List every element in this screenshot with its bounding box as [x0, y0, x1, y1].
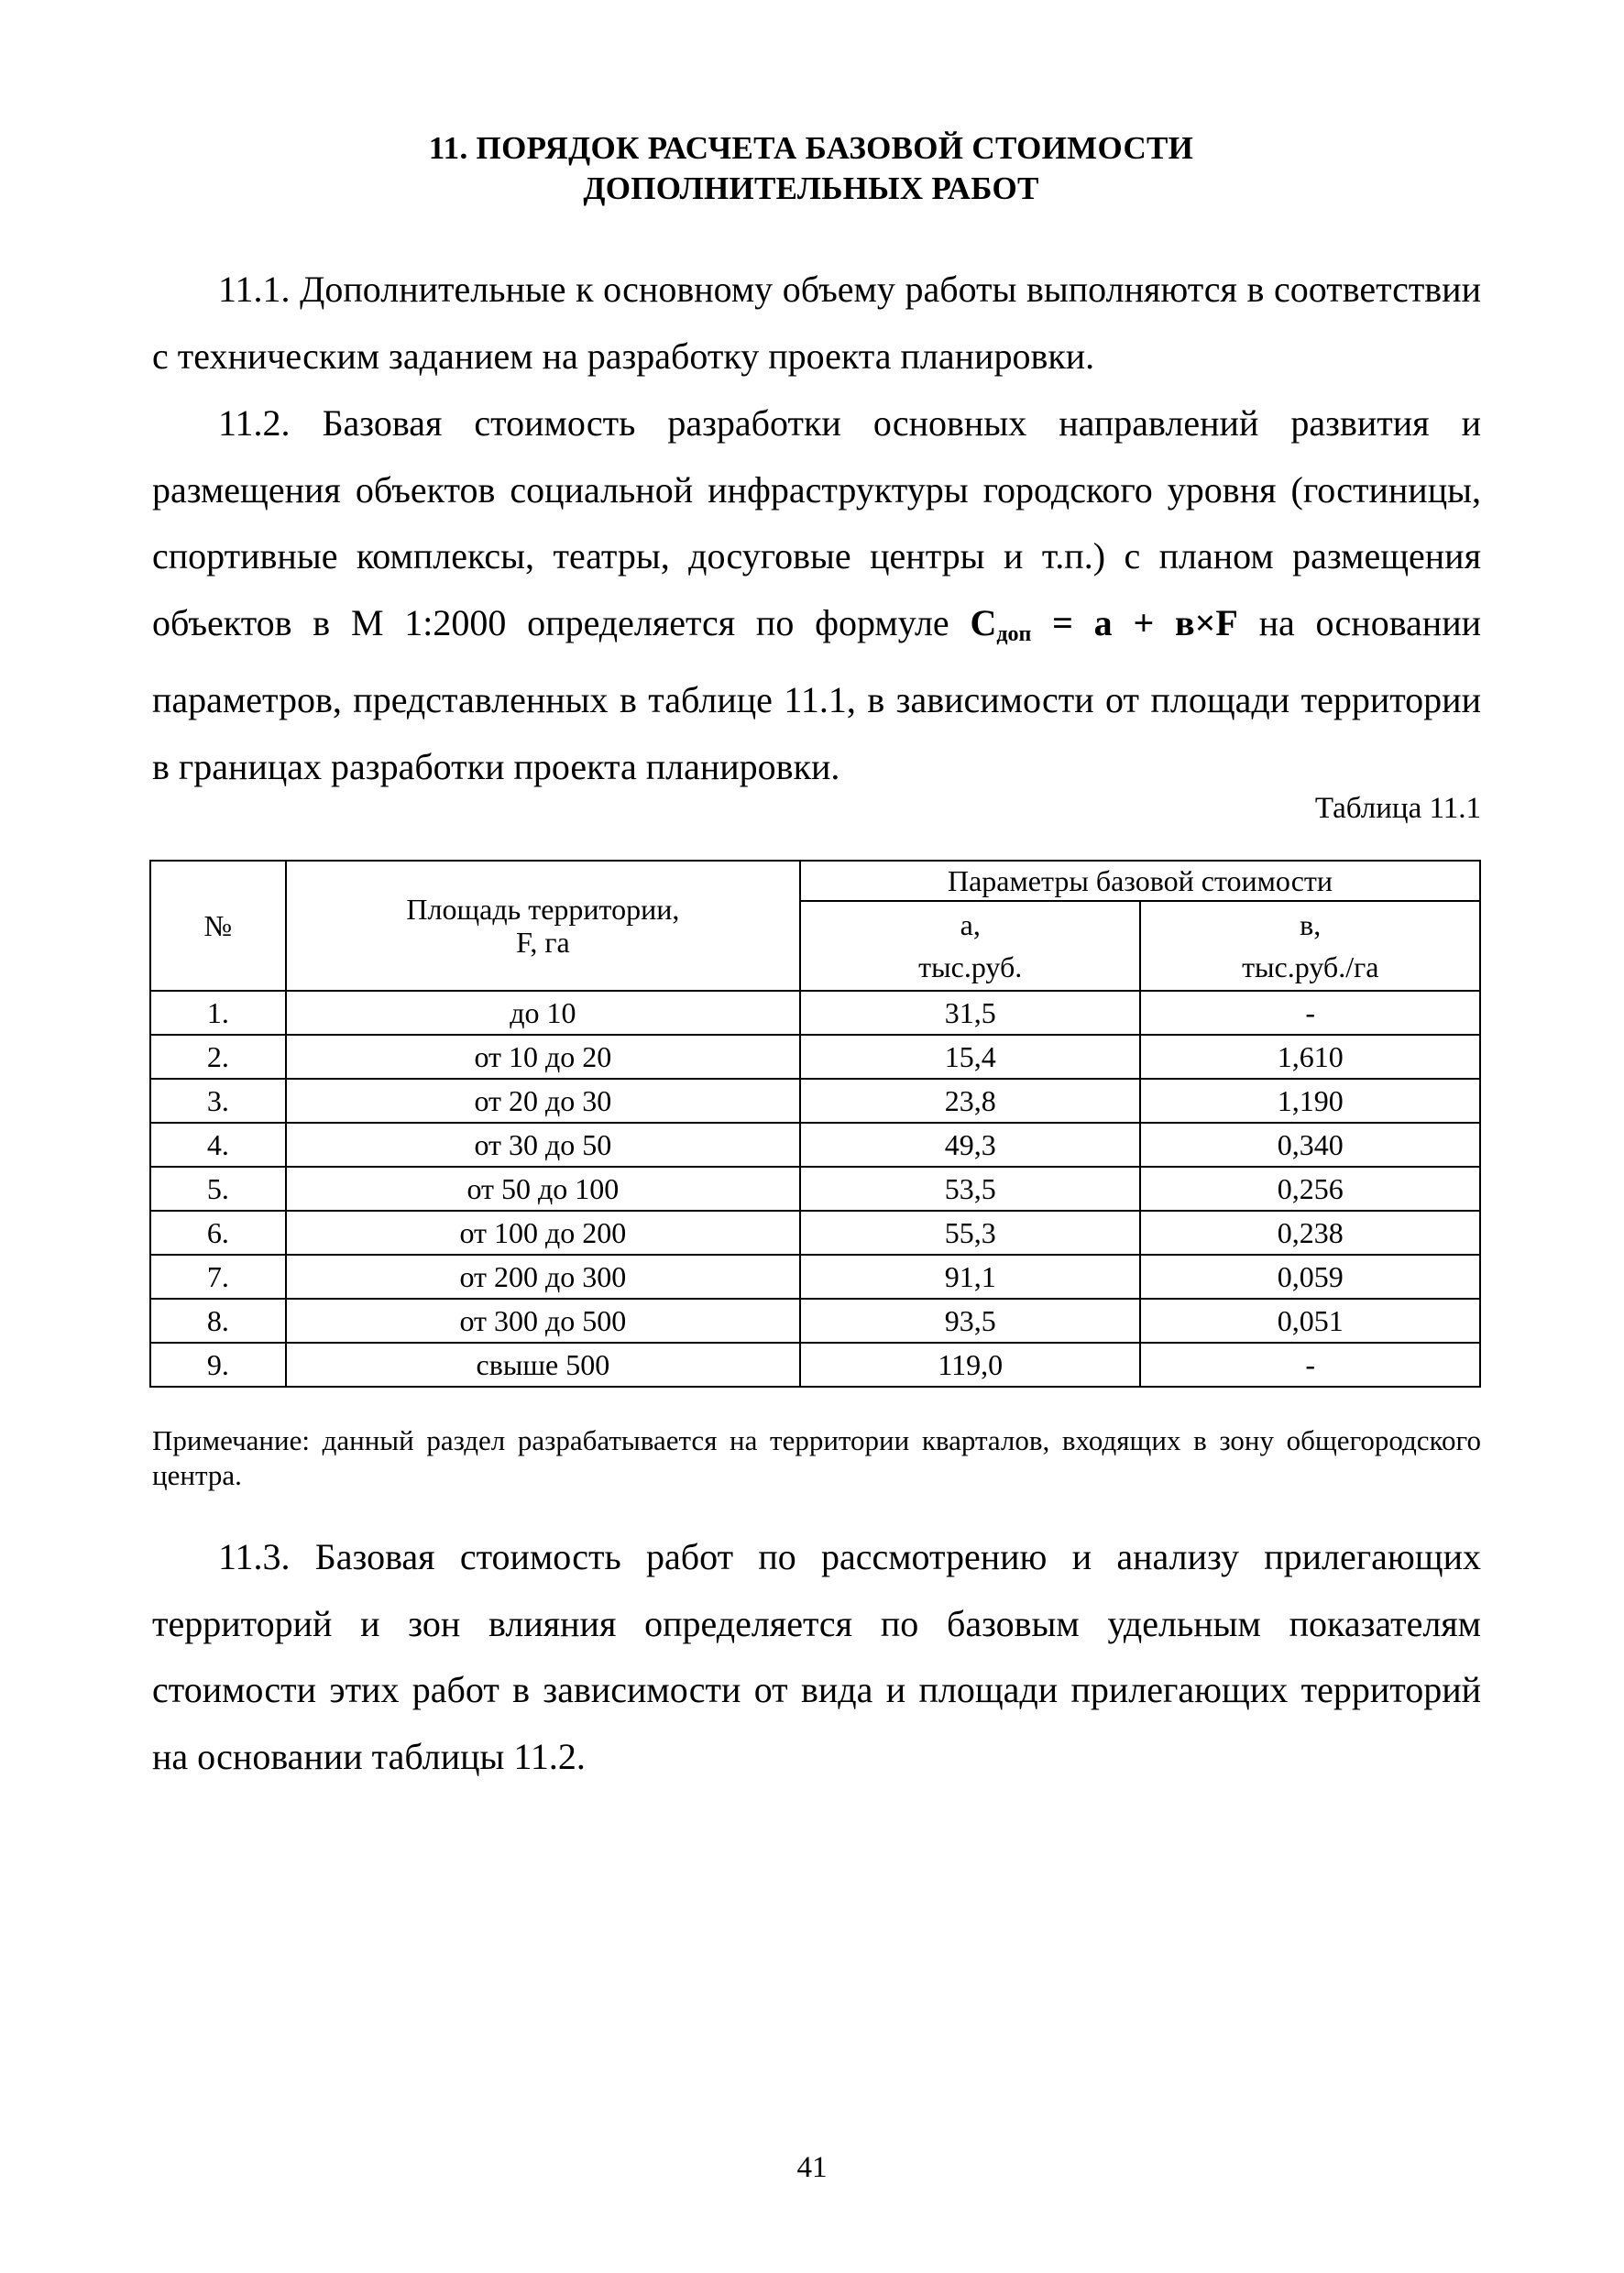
- row-number: 2.: [150, 1035, 286, 1079]
- row-number: 6.: [150, 1211, 286, 1255]
- row-param-b: 0,238: [1140, 1211, 1480, 1255]
- row-param-a: 119,0: [800, 1343, 1140, 1387]
- row-area: от 30 до 50: [286, 1123, 800, 1167]
- header-param-a-line-1: а,: [960, 908, 981, 941]
- row-area: от 300 до 500: [286, 1299, 800, 1343]
- header-param-b: [1140, 901, 1480, 991]
- header-area: [286, 861, 800, 991]
- section-heading-line-2: ДОПОЛНИТЕЛЬНЫХ РАБОТ: [583, 170, 1039, 206]
- table-row: [150, 1079, 1480, 1123]
- row-number: 1.: [150, 991, 286, 1035]
- header-param-a-line-2: тыс.руб.: [918, 950, 1023, 983]
- row-param-a: 93,5: [800, 1299, 1140, 1343]
- row-param-a: 49,3: [800, 1123, 1140, 1167]
- row-param-b: 0,340: [1140, 1123, 1480, 1167]
- row-number: 8.: [150, 1299, 286, 1343]
- formula-symbol: С: [970, 601, 997, 643]
- row-param-b: 1,610: [1140, 1035, 1480, 1079]
- row-number: 9.: [150, 1343, 286, 1387]
- page-number: 41: [796, 2151, 828, 2184]
- header-number: №: [150, 861, 286, 991]
- row-number: 3.: [150, 1079, 286, 1123]
- header-params: Параметры базовой стоимости: [800, 861, 1480, 901]
- table-caption: Таблица 11.1: [1314, 792, 1481, 825]
- section-heading-line-1: 11. ПОРЯДОК РАСЧЕТА БАЗОВОЙ СТОИМОСТИ: [428, 130, 1194, 166]
- row-param-a: 31,5: [800, 991, 1140, 1035]
- header-param-a: [800, 901, 1140, 991]
- row-number: 4.: [150, 1123, 286, 1167]
- paragraph-11-2-after: на основании параметров, представленных в таблице 11.1, в зависимости от площади территории в границах разработки проекта планировки.: [152, 601, 1482, 787]
- row-area: от 20 до 30: [286, 1079, 800, 1123]
- row-number: 5.: [150, 1167, 286, 1211]
- row-param-b: 0,256: [1140, 1167, 1480, 1211]
- row-param-b: 0,051: [1140, 1299, 1480, 1343]
- table-row: [150, 1123, 1480, 1167]
- paragraph-11-2-text: [152, 390, 1481, 800]
- row-param-b: 0,059: [1140, 1255, 1480, 1299]
- header-param-b-line-1: в,: [1300, 908, 1322, 941]
- formula-expression: = а + в×F: [1052, 601, 1238, 643]
- formula-subscript: доп: [996, 621, 1032, 646]
- row-param-a: 55,3: [800, 1211, 1140, 1255]
- paragraph-11-3-text: 11.3. Базовая стоимость работ по рассмотрению и анализу прилегающих территорий и зон влияния определяется по базовым удельным показателям стоимости этих работ в зависимости от вида и площади прилегающих территорий на основании таблицы 11.2.: [152, 1536, 1481, 1777]
- paragraph-11-2-before: 11.2. Базовая стоимость разработки основных направлений развития и размещения объектов социальной инфраструктуры городского уровня (гостиницы, спортивные комплексы, театры, досуговые центры и т.п.) с планом размещения объектов в М 1:2000 определяется по формуле: [152, 402, 1481, 643]
- row-param-a: 23,8: [800, 1079, 1140, 1123]
- row-param-a: 91,1: [800, 1255, 1140, 1299]
- row-param-b: -: [1140, 991, 1480, 1035]
- paragraph-11-2: [152, 390, 1481, 800]
- paragraph-11-3: [152, 1524, 1481, 1790]
- row-param-b: -: [1140, 1343, 1480, 1387]
- row-area: свыше 500: [286, 1343, 800, 1387]
- table-row: [150, 1211, 1480, 1255]
- header-param-b-line-2: тыс.руб./га: [1242, 950, 1379, 983]
- row-param-a: 15,4: [800, 1035, 1140, 1079]
- row-area: от 50 до 100: [286, 1167, 800, 1211]
- row-area: до 10: [286, 991, 800, 1035]
- table-body: [150, 991, 1480, 1387]
- table-row: [150, 1255, 1480, 1299]
- section-heading: [147, 128, 1476, 209]
- row-param-a: 53,5: [800, 1167, 1140, 1211]
- table-note: Примечание: данный раздел разрабатывается на территории кварталов, входящих в зону общегородского центра.: [152, 1424, 1481, 1491]
- table-row: [150, 1343, 1480, 1387]
- table-row: [150, 1035, 1480, 1079]
- row-area: от 200 до 300: [286, 1255, 800, 1299]
- paragraph-11-1: [152, 257, 1481, 390]
- header-area-line-2: F, га: [516, 926, 570, 959]
- row-area: от 100 до 200: [286, 1211, 800, 1255]
- table-row: [150, 1299, 1480, 1343]
- table-row: [150, 991, 1480, 1035]
- cost-formula: [970, 601, 1238, 646]
- row-number: 7.: [150, 1255, 286, 1299]
- table-header-row-1: [150, 861, 1480, 901]
- row-area: от 10 до 20: [286, 1035, 800, 1079]
- table-row: [150, 1167, 1480, 1211]
- base-cost-table: [149, 860, 1481, 1388]
- header-area-line-1: Площадь территории,: [406, 893, 680, 926]
- row-param-b: 1,190: [1140, 1079, 1480, 1123]
- paragraph-11-1-text: 11.1. Дополнительные к основному объему работы выполняются в соответствии с техническим заданием на разработку проекта планировки.: [152, 269, 1481, 377]
